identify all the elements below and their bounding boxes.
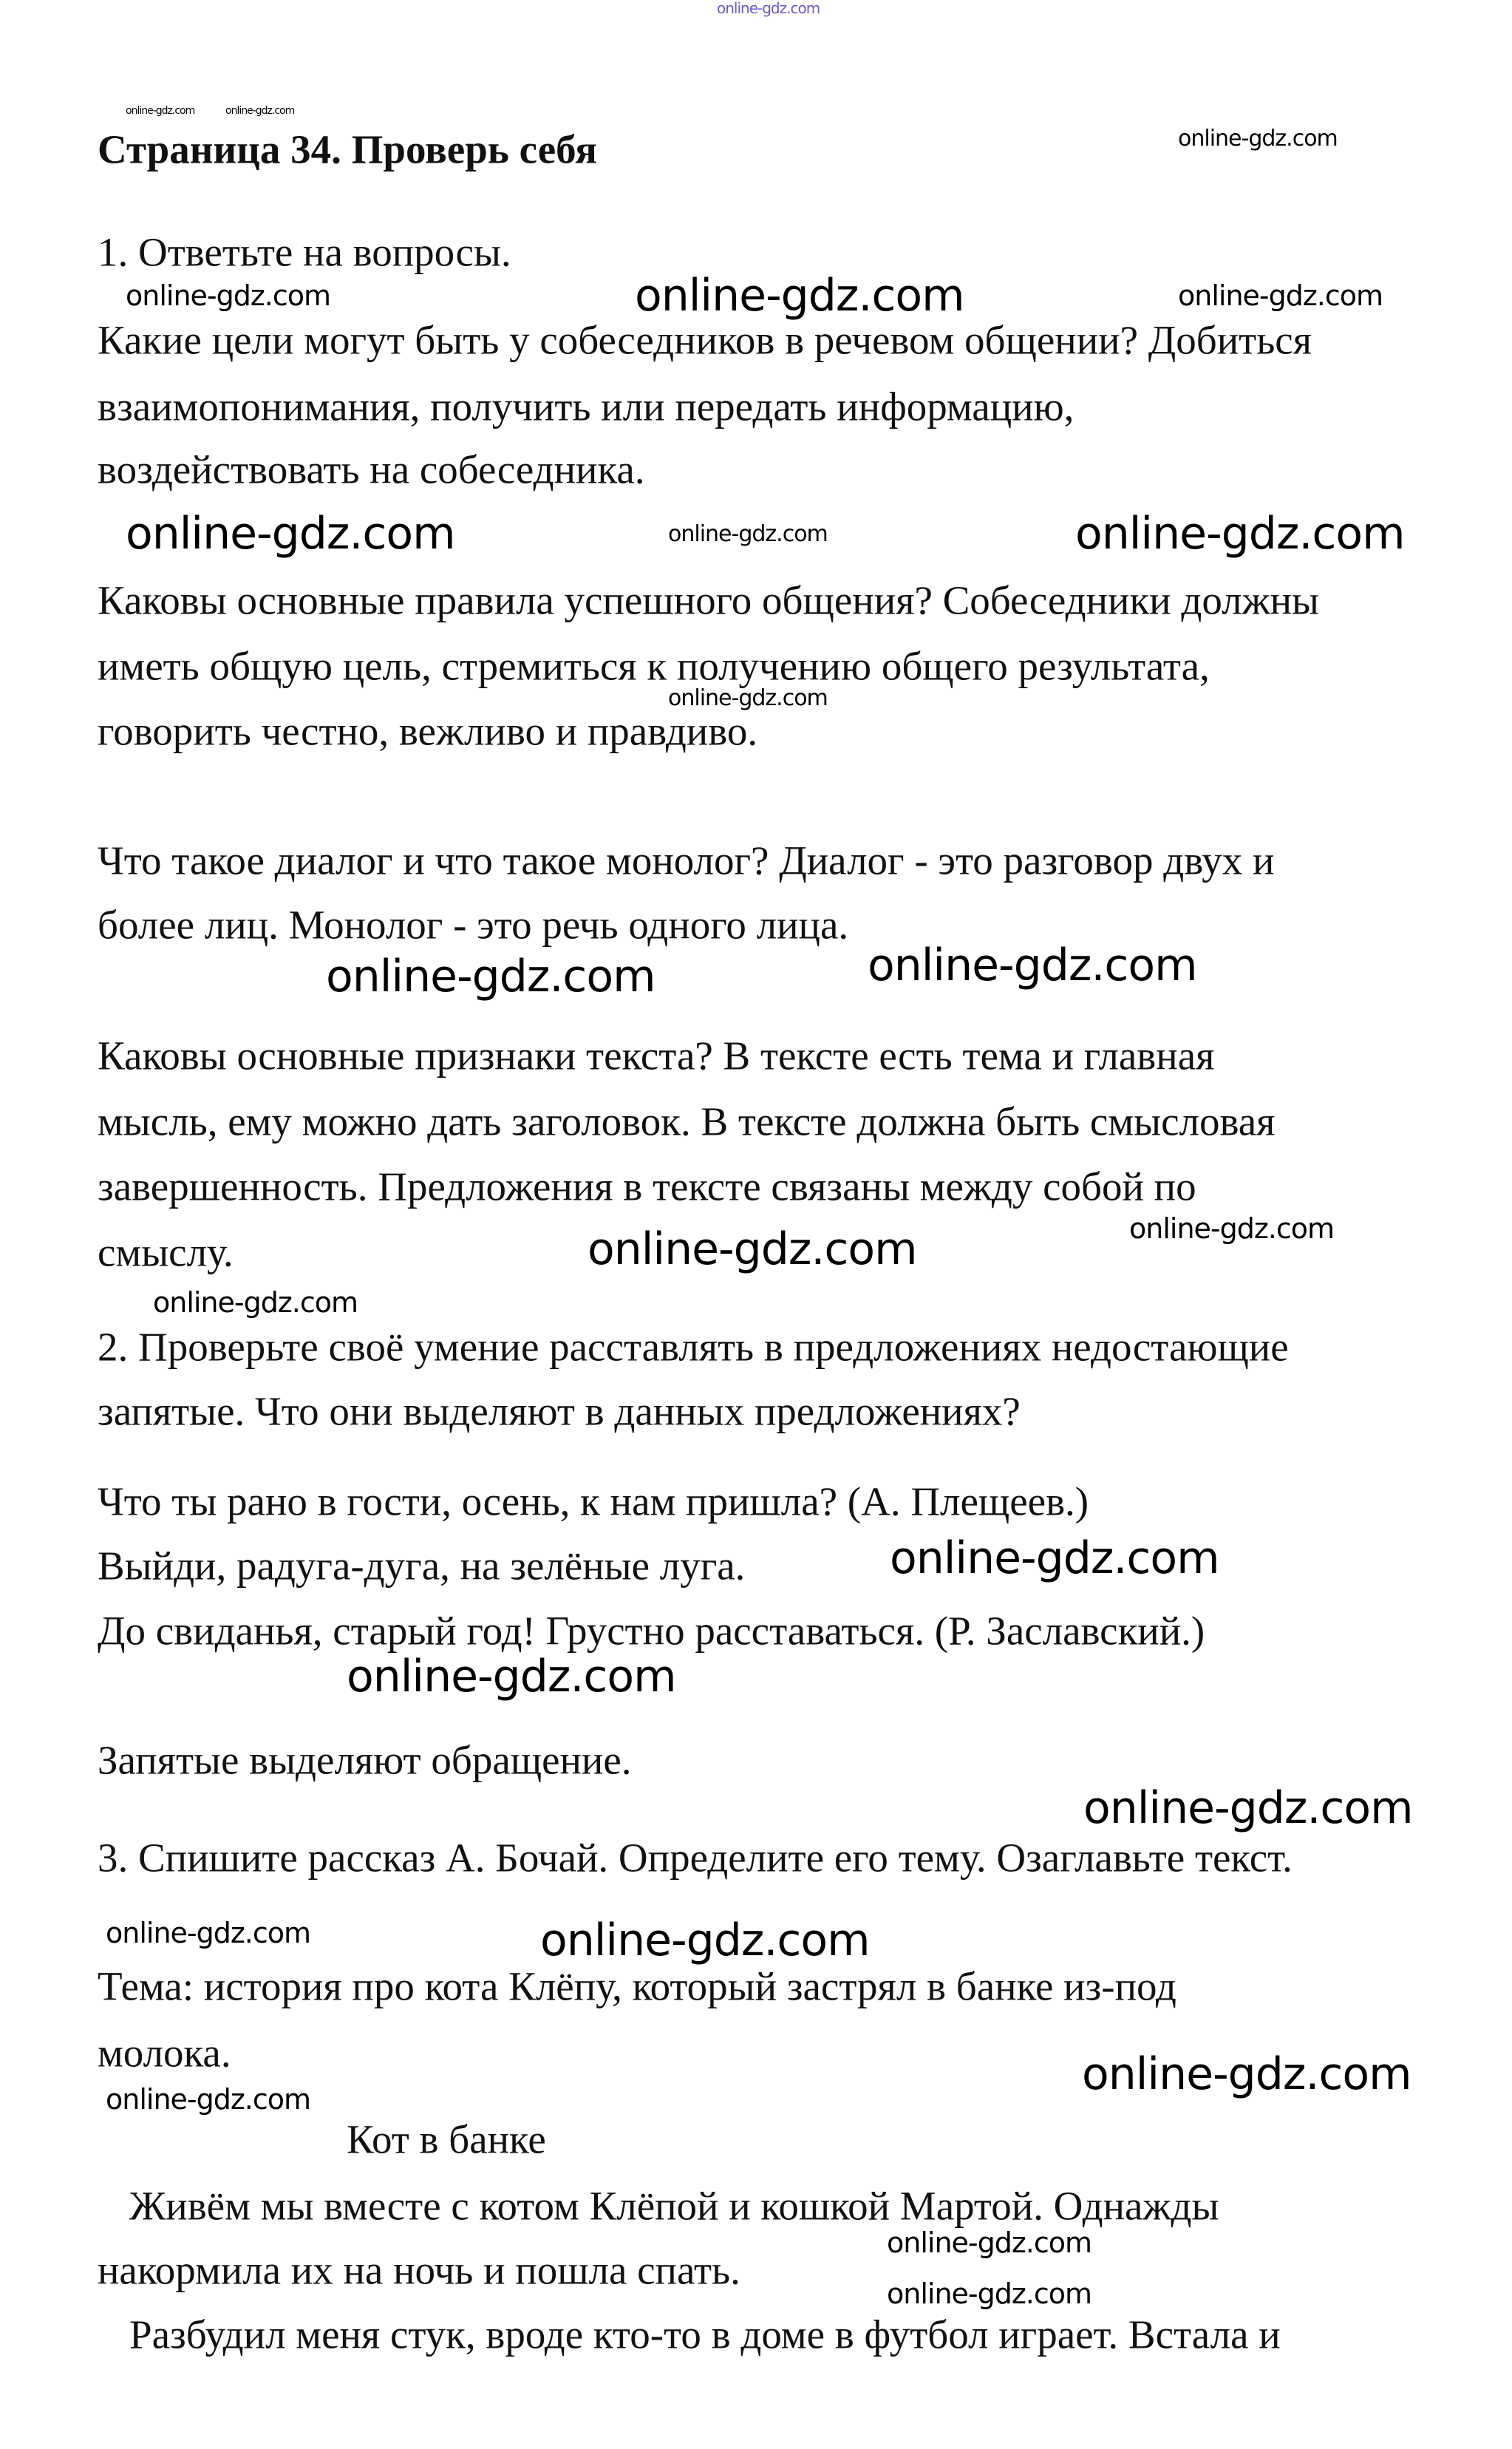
text-line: Какие цели могут быть у собеседников в речевом общении? Добиться bbox=[98, 317, 1312, 363]
watermark: online-gdz.com bbox=[1083, 1782, 1413, 1834]
story-title: Кот в банке bbox=[347, 2116, 546, 2162]
text-line: иметь общую цель, стремиться к получению общего результата, bbox=[98, 643, 1210, 689]
watermark: online-gdz.com bbox=[1075, 508, 1405, 560]
watermark: online-gdz.com bbox=[890, 1532, 1219, 1584]
watermark: online-gdz.com bbox=[1082, 2048, 1411, 2100]
story-line: Живём мы вместе с котом Клёпой и кошкой Мартой. Однажды bbox=[129, 2183, 1219, 2229]
watermark: online-gdz.com bbox=[106, 1917, 311, 1949]
text-line: мысль, ему можно дать заголовок. В тексте должна быть смысловая bbox=[98, 1098, 1276, 1144]
text-line: взаимопонимания, получить или передать информацию, bbox=[98, 384, 1075, 429]
sentence: Выйди, радуга-дуга, на зелёные луга. bbox=[98, 1543, 746, 1589]
task2-heading: 2. Проверьте своё умение расставлять в предложениях недостающие bbox=[98, 1324, 1289, 1370]
watermark: online-gdz.com bbox=[635, 270, 964, 322]
sentence: Что ты рано в гости, осень, к нам пришла? (А. Плещеев.) bbox=[98, 1478, 1089, 1524]
story-line: Разбудил меня стук, вроде кто-то в доме в футбол играет. Встала и bbox=[129, 2312, 1281, 2357]
watermark: online-gdz.com bbox=[153, 1286, 358, 1319]
sentence: До свиданья, старый год! Грустно расставаться. (Р. Заславский.) bbox=[98, 1608, 1205, 1654]
watermark: online-gdz.com bbox=[326, 951, 655, 1002]
watermark: online-gdz.com bbox=[668, 685, 828, 711]
watermark: online-gdz.com bbox=[1178, 279, 1383, 312]
text-line: завершенность. Предложения в тексте связаны между собой по bbox=[98, 1164, 1196, 1209]
watermark: online-gdz.com bbox=[588, 1223, 917, 1275]
watermark: online-gdz.com bbox=[126, 508, 455, 560]
text-line: молока. bbox=[98, 2030, 231, 2076]
page-title: Страница 34. Проверь себя bbox=[98, 126, 598, 172]
text-line: Каковы основные признаки текста? В тексте есть тема и главная bbox=[98, 1033, 1215, 1079]
watermark: online-gdz.com bbox=[126, 105, 195, 117]
task3-heading: 3. Спишите рассказ А. Бочай. Определите его тему. Озаглавьте текст. bbox=[98, 1835, 1293, 1881]
watermark: online-gdz.com bbox=[868, 940, 1197, 991]
watermark: online-gdz.com bbox=[1178, 126, 1338, 152]
watermark: online-gdz.com bbox=[225, 105, 295, 117]
watermark: online-gdz.com bbox=[887, 2278, 1092, 2310]
task2-heading: запятые. Что они выделяют в данных предложениях? bbox=[98, 1388, 1021, 1434]
text-line: Тема: история про кота Клёпу, который застрял в банке из-под bbox=[98, 1963, 1176, 2009]
task2-answer: Запятые выделяют обращение. bbox=[98, 1737, 632, 1783]
watermark: online-gdz.com bbox=[1129, 1212, 1335, 1245]
watermark: online-gdz.com bbox=[126, 279, 331, 312]
watermark: online-gdz.com bbox=[887, 2226, 1092, 2259]
text-line: Что такое диалог и что такое монолог? Диалог - это разговор двух и bbox=[98, 838, 1275, 883]
story-line: накормила их на ночь и пошла спать. bbox=[98, 2247, 740, 2293]
watermark: online-gdz.com bbox=[106, 2083, 311, 2116]
text-line: воздействовать на собеседника. bbox=[98, 446, 645, 492]
watermark: online-gdz.com bbox=[717, 0, 820, 17]
watermark: online-gdz.com bbox=[668, 521, 828, 547]
text-line: смыслу. bbox=[98, 1229, 234, 1275]
text-line: более лиц. Монолог - это речь одного лица. bbox=[98, 902, 849, 948]
text-line: говорить честно, вежливо и правдиво. bbox=[98, 708, 758, 754]
task1-heading: 1. Ответьте на вопросы. bbox=[98, 229, 511, 275]
watermark: online-gdz.com bbox=[347, 1651, 676, 1702]
watermark: online-gdz.com bbox=[540, 1915, 870, 1966]
text-line: Каковы основные правила успешного общения? Собеседники должны bbox=[98, 577, 1319, 623]
